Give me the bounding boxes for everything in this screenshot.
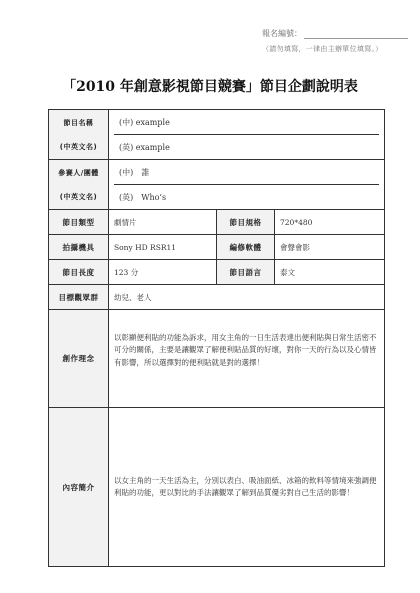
program-plan-form [48,109,385,567]
duration-value: 123 分 [109,260,217,285]
software-label: 編修軟體 [217,235,275,260]
row-device-software [49,235,385,260]
audience-value: 幼兒、老人 [109,285,385,310]
concept-text: 以彰顯便利貼的功能為訴求，用女主角的一日生活表達出便利貼與日常生活密不可分的關係，主要是讓觀眾了解便利貼品質的好壞，對你一天的行為以及心情皆有影響，所以選擇對的便利貼就是對的選擇！ [114,332,377,367]
language-value: 泰文 [275,260,385,285]
concept-label: 創作理念 [49,310,109,408]
participants-sublabel: (中英文名) [59,192,98,201]
row-concept [49,310,385,408]
program-type-value: 劇情片 [109,210,217,235]
program-name-label: 節目名稱 [63,118,94,127]
device-label: 拍攝機具 [49,235,109,260]
row-duration-language [49,260,385,285]
summary-value-cell [109,408,385,567]
language-label: 節目語言 [217,260,275,285]
page-title: 「2010 年創意影視節目競賽」節目企劃說明表 [62,79,358,95]
row-audience [49,285,385,310]
participants-label: 參賽人/團體 [58,168,99,177]
participants-en: (英) Who’s [114,184,379,209]
program-name-label-cell [49,110,109,160]
row-summary [49,408,385,567]
row-participants [49,160,385,210]
spec-label: 節目規格 [217,210,275,235]
program-name-sublabel: (中英文名) [59,142,98,151]
software-value: 會聲會影 [275,235,385,260]
device-value: Sony HD RSR11 [109,235,217,260]
registration-note: （請勿填寫，一律由主辦單位填寫。） [262,45,383,53]
registration-number-blank [304,29,408,39]
registration-number [262,28,408,39]
participants-label-cell [49,160,109,210]
row-type-spec [49,210,385,235]
concept-value-cell [109,310,385,408]
duration-label: 節目長度 [49,260,109,285]
program-name-value-cell [109,110,385,160]
spec-value: 720*480 [275,210,385,235]
participants-zh: (中) 誰 [119,167,150,177]
summary-text: 以女主角的一天生活為主，分別以表白、吸油面紙、冰箱的飲料等情境來強調便利貼的功能，更以對比的手法讓觀眾了解到品質優劣對自己生活的影響！ [114,475,377,497]
program-name-en: (英) example [114,134,379,159]
summary-label: 內容簡介 [49,408,109,567]
audience-label: 目標觀眾群 [49,285,109,310]
registration-number-label: 報名編號： [262,29,302,38]
program-name-zh: (中) example [119,117,170,127]
participants-value-cell [109,160,385,210]
row-program-name [49,110,385,160]
program-type-label: 節目類型 [49,210,109,235]
